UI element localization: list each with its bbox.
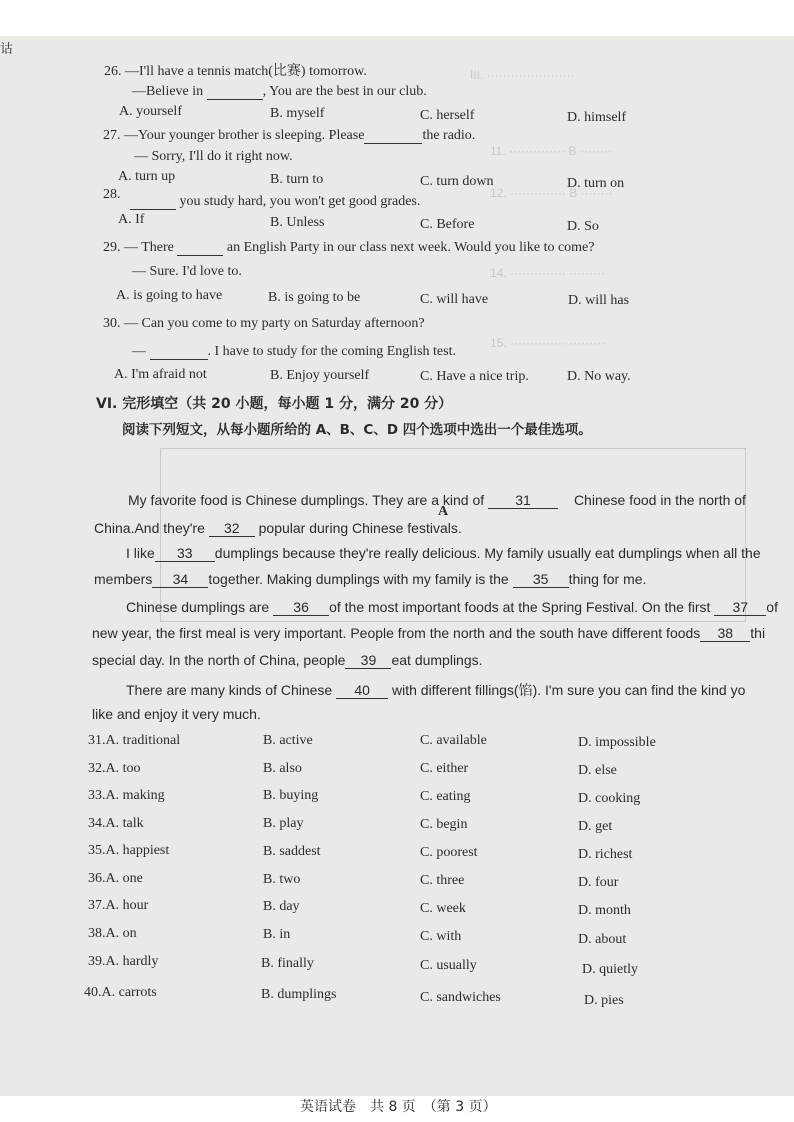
reply-text: . I have to study for the coming English test. <box>207 344 456 359</box>
cloze-blank-32: 32 <box>209 520 255 537</box>
option-c: C. begin <box>420 817 468 832</box>
margin-glyph: 诂 <box>0 42 14 57</box>
cloze-blank-35: 35 <box>513 571 569 588</box>
passage-text: popular during Chinese festivals. <box>258 520 462 536</box>
option-c: C. will have <box>420 292 489 307</box>
question-29 <box>103 239 595 256</box>
option-a: A. is going to have <box>116 288 223 303</box>
passage-line <box>126 680 745 700</box>
option-a: 34.A. talk <box>88 816 144 831</box>
passage-text: China.And they're <box>94 520 205 536</box>
passage-text: thing for me. <box>568 571 647 587</box>
option-c: C. week <box>420 901 466 916</box>
question-30-reply <box>132 343 456 360</box>
option-d: D. quietly <box>582 962 638 977</box>
option-b: B. is going to be <box>268 290 361 305</box>
passage-text: thi <box>750 625 766 641</box>
option-b: B. two <box>263 872 301 887</box>
option-a: 31.A. traditional <box>88 733 181 748</box>
option-d: D. get <box>578 819 613 834</box>
passage-text: members <box>94 571 153 587</box>
passage-text: of the most important foods at the Spring Festival. On the first <box>329 599 711 615</box>
option-b: B. saddest <box>263 844 321 859</box>
option-d: D. cooking <box>578 791 641 806</box>
option-a: 37.A. hour <box>88 898 149 913</box>
option-d: D. about <box>578 932 627 947</box>
question-text: 29. — There <box>103 240 174 255</box>
question-text: 27. —Your younger brother is sleeping. Please <box>103 128 365 143</box>
option-d: D. will has <box>568 293 630 308</box>
reply-text: , You are the best in our club. <box>262 84 427 99</box>
option-c: C. available <box>420 733 487 748</box>
answer-blank <box>207 83 263 100</box>
answer-blank <box>177 239 223 256</box>
option-d: D. himself <box>567 110 627 125</box>
option-a: A. I'm afraid not <box>114 367 207 382</box>
passage-text: There are many kinds of Chinese <box>126 682 333 698</box>
bleed-through-decoration: 12. ·············· B ········ <box>490 186 613 200</box>
option-a: 33.A. making <box>88 788 165 803</box>
option-b: B. myself <box>270 106 325 121</box>
option-b: B. day <box>263 899 300 914</box>
cloze-blank-38: 38 <box>700 625 750 642</box>
option-b: B. also <box>263 761 302 776</box>
question-text: you study hard, you won't get good grades. <box>179 194 421 209</box>
passage-text: My favorite food is Chinese dumplings. They are a kind of <box>128 492 485 508</box>
option-a: 38.A. on <box>88 926 137 941</box>
option-a: A. turn up <box>118 169 176 184</box>
option-a: 40.A. carrots <box>84 985 157 1000</box>
option-d: D. else <box>578 763 617 778</box>
passage-text: eat dumplings. <box>391 652 483 668</box>
cloze-blank-31: 31 <box>488 492 558 509</box>
exam-page <box>0 36 794 1115</box>
option-a: A. yourself <box>119 104 182 119</box>
option-c: C. Before <box>420 217 475 232</box>
question-26: 26. —I'll have a tennis match(比赛) tomorrow. <box>104 64 367 79</box>
option-c: C. Have a nice trip. <box>420 369 529 384</box>
passage-line <box>92 652 483 669</box>
option-a: 36.A. one <box>88 871 143 886</box>
passage-text: special day. In the north of China, people <box>92 652 346 668</box>
option-a: 39.A. hardly <box>88 954 159 969</box>
option-c: C. three <box>420 873 465 888</box>
option-c: C. turn down <box>420 174 494 189</box>
option-c: C. either <box>420 761 469 776</box>
passage-line <box>92 625 765 642</box>
option-a: A. If <box>118 212 145 227</box>
option-b: B. dumplings <box>261 987 337 1002</box>
reply-text: — <box>132 344 146 359</box>
question-text: an English Party in our class next week. Would you like to come? <box>226 240 595 255</box>
option-b: B. buying <box>263 788 319 803</box>
option-d: D. impossible <box>578 735 656 750</box>
bleed-through-decoration: 11. ·············· B ········ <box>490 144 612 158</box>
option-d: D. pies <box>584 993 624 1008</box>
answer-blank <box>150 343 208 360</box>
question-text: the radio. <box>422 128 476 143</box>
option-d: D. month <box>578 903 631 918</box>
option-c: C. eating <box>420 789 471 804</box>
section-title: VI. 完形填空（共 20 小题，每小题 1 分，满分 20 分） <box>96 396 453 412</box>
cloze-blank-40: 40 <box>336 682 388 699</box>
passage-text: dumplings because they're really delicious. My family usually eat dumplings when all the <box>214 545 761 561</box>
passage-line <box>126 545 761 562</box>
option-b: B. play <box>263 816 304 831</box>
passage-line <box>126 599 778 616</box>
question-30: 30. — Can you come to my party on Saturday afternoon? <box>103 316 425 331</box>
option-b: B. active <box>263 733 313 748</box>
option-b: B. Unless <box>270 215 325 230</box>
question-28-number: 28. <box>103 187 121 202</box>
passage-line: like and enjoy it very much. <box>92 706 261 722</box>
question-28 <box>130 193 420 210</box>
passage-text: Chinese dumplings are <box>126 599 270 615</box>
option-b: B. turn to <box>270 172 324 187</box>
answer-blank <box>130 193 176 210</box>
question-27 <box>103 127 475 144</box>
passage-text: together. Making dumplings with my family is the <box>208 571 509 587</box>
option-a: 35.A. happiest <box>88 843 170 858</box>
passage-line <box>94 520 462 537</box>
question-29-reply: — Sure. I'd love to. <box>132 264 242 279</box>
option-d: D. No way. <box>567 369 631 384</box>
option-d: D. So <box>567 219 599 234</box>
passage-line <box>94 571 646 588</box>
question-27-reply: — Sorry, I'll do it right now. <box>134 149 293 164</box>
answer-blank <box>364 127 422 144</box>
bleed-through-decoration: III. ······················ <box>470 68 575 82</box>
option-b: B. Enjoy yourself <box>270 368 370 383</box>
cloze-blank-34: 34 <box>152 571 208 588</box>
option-d: D. four <box>578 875 619 890</box>
passage-text: of <box>766 599 778 615</box>
bleed-through-decoration: 15. ·············· ········· <box>490 336 606 350</box>
option-b: B. finally <box>261 956 314 971</box>
option-d: D. turn on <box>567 176 625 191</box>
option-d: D. richest <box>578 847 633 862</box>
cloze-blank-36: 36 <box>273 599 329 616</box>
passage-label: A <box>438 504 449 519</box>
passage-text: I like <box>126 545 155 561</box>
cloze-blank-33: 33 <box>155 545 215 562</box>
option-c: C. poorest <box>420 845 478 860</box>
option-c: C. usually <box>420 958 477 973</box>
option-b: B. in <box>263 927 291 942</box>
passage-text: new year, the first meal is very important. People from the north and the south have different foods <box>92 625 701 641</box>
cloze-blank-37: 37 <box>714 599 766 616</box>
reply-text: —Believe in <box>132 84 204 99</box>
option-c: C. sandwiches <box>420 990 501 1005</box>
option-c: C. herself <box>420 108 475 123</box>
cloze-blank-39: 39 <box>345 652 391 669</box>
question-26-reply <box>132 83 427 100</box>
passage-line <box>128 492 746 509</box>
passage-text: Chinese food in the north of <box>573 492 746 508</box>
option-a: 32.A. too <box>88 761 141 776</box>
section-instruction: 阅读下列短文，从每小题所给的 A、B、C、D 四个选项中选出一个最佳选项。 <box>122 422 592 438</box>
bleed-through-decoration: 14. ·············· ········· <box>490 266 606 280</box>
passage-text: with different fillings(馅). I'm sure you can find the kind yo <box>392 682 746 698</box>
option-c: C. with <box>420 929 462 944</box>
page-footer: 英语试卷 共 8 页 （第 3 页） <box>300 1099 497 1115</box>
